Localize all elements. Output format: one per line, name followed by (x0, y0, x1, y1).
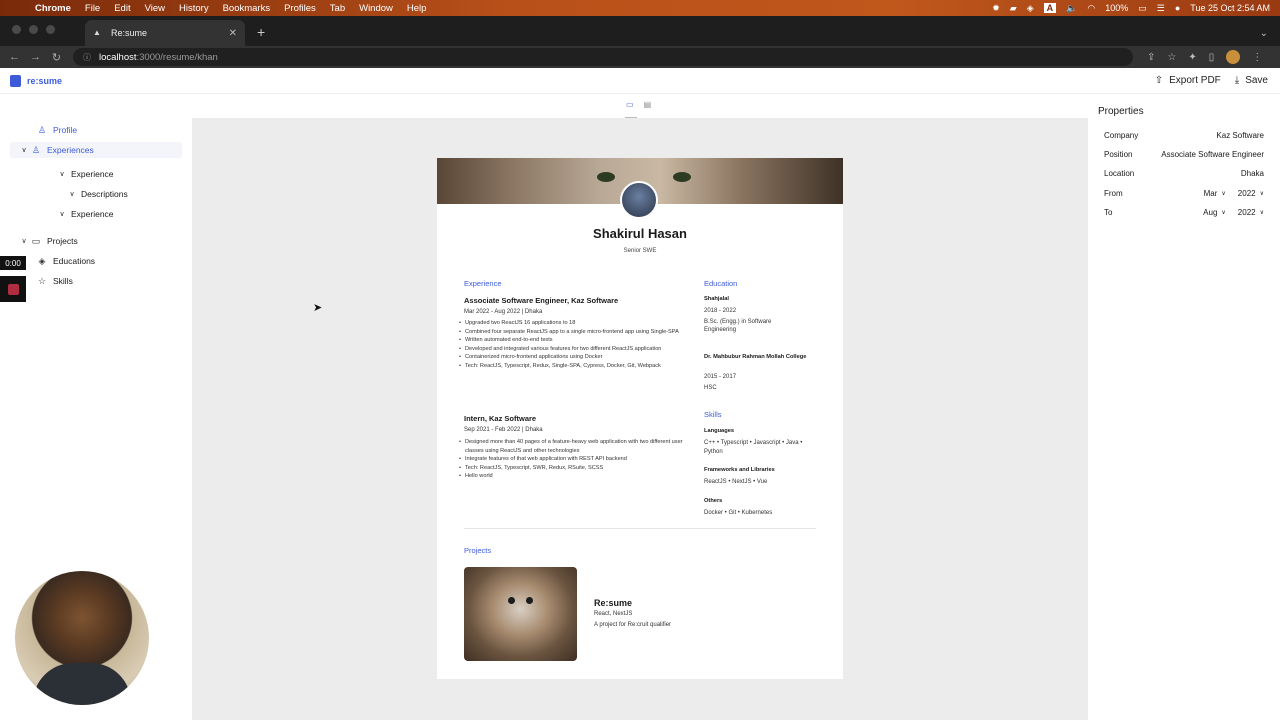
menu-window[interactable]: Window (359, 2, 393, 14)
image-detail (508, 597, 515, 604)
edu1-years[interactable]: 2018 - 2022 (704, 308, 737, 314)
exp2-bullets[interactable] (459, 438, 684, 481)
tree-label-projects: Projects (47, 236, 78, 246)
window-controls (12, 25, 55, 34)
zoom-window-button[interactable] (46, 25, 55, 34)
logo-text: re:sume (27, 75, 63, 86)
share-icon[interactable]: ⇪ (1147, 51, 1156, 63)
tree-label-skills: Skills (53, 276, 73, 286)
chevron-down-icon[interactable]: ∨ (69, 191, 75, 198)
menu-view[interactable]: View (144, 2, 166, 14)
menu-edit[interactable]: Edit (114, 2, 131, 14)
export-pdf-button[interactable] (1155, 75, 1221, 86)
app-logo[interactable] (10, 75, 62, 87)
menu-help[interactable]: Help (406, 2, 427, 14)
profile-avatar[interactable] (1226, 50, 1240, 64)
resume-role[interactable]: Senior SWE (623, 248, 657, 254)
save-icon: ⤓ (1234, 75, 1240, 86)
clock[interactable]: Tue 25 Oct 2:54 AM (1190, 3, 1270, 13)
browser-tab[interactable] (85, 20, 245, 46)
url-path: :3000/resume/khan (136, 51, 218, 63)
desktop-view-icon[interactable]: ▭ (626, 100, 634, 109)
tree-item-experiences[interactable] (18, 142, 94, 158)
new-tab-button[interactable]: + (257, 24, 266, 40)
app-header (0, 68, 1280, 94)
tab-search-chevron-icon[interactable]: ⌄ (1259, 28, 1268, 39)
position-input[interactable]: Associate Software Engineer (1161, 150, 1264, 159)
control-center-icon[interactable]: ☰ (1156, 2, 1165, 13)
exp1-title[interactable]: Associate Software Engineer, Kaz Software (464, 296, 619, 305)
project-name[interactable]: Re:sume (594, 598, 633, 608)
list-item: • Tech: ReactJS, Typescript, Redux, Single-SPA, Cypress, Docker, Git, Webpack (459, 362, 684, 371)
tree-label-descriptions: Descriptions (81, 189, 128, 199)
siri-icon[interactable]: ● (1174, 3, 1181, 13)
to-year-value: 2022 (1237, 208, 1256, 217)
list-item: • Designed more than 40 pages of a feature-heavy web application with two different user classes using ReactJS and other technologies (459, 438, 684, 455)
exp2-title[interactable]: Intern, Kaz Software (464, 414, 537, 423)
bookmark-star-icon[interactable]: ☆ (1167, 51, 1177, 63)
reload-icon[interactable]: ↻ (51, 51, 62, 64)
list-item: • Hello world (459, 472, 684, 481)
settings-gear-icon[interactable]: ✹ (992, 2, 1000, 13)
webcam-detail (33, 663, 131, 705)
tree-item-projects[interactable] (18, 233, 78, 249)
site-info-icon[interactable]: ⓘ (83, 52, 91, 62)
menu-bookmarks[interactable]: Bookmarks (222, 2, 271, 14)
battery-icon[interactable]: ▭ (1138, 2, 1147, 13)
tree-label-educations: Educations (53, 256, 96, 266)
user-icon: ♙ (31, 144, 41, 155)
company-label: Company (1104, 131, 1139, 140)
view-toggle (626, 100, 651, 109)
profile-photo[interactable] (620, 181, 658, 219)
tree-item-educations[interactable] (36, 253, 95, 269)
tree-item-skills[interactable] (36, 273, 73, 289)
tree-item-profile[interactable] (36, 122, 77, 138)
address-bar[interactable] (73, 48, 1133, 66)
exp2-meta[interactable]: Sep 2021 - Feb 2022 | Dhaka (464, 427, 543, 433)
upload-icon: ⇧ (1154, 75, 1164, 86)
tree-label-profile: Profile (53, 125, 78, 135)
wifi-icon[interactable]: ◠ (1087, 2, 1096, 13)
save-button[interactable] (1235, 75, 1268, 86)
projects-heading[interactable]: Projects (464, 546, 492, 555)
resume-name[interactable]: Shakirul Hasan (593, 226, 687, 241)
to-month-select[interactable] (1203, 208, 1226, 217)
location-row (1104, 169, 1264, 178)
properties-panel (1088, 94, 1280, 720)
company-row (1104, 131, 1264, 140)
skill-group-items[interactable]: ReactJS • NextJS • Vue (704, 479, 768, 485)
position-row (1104, 150, 1264, 159)
company-input[interactable]: Kaz Software (1216, 131, 1264, 140)
menu-tab[interactable]: Tab (329, 2, 346, 14)
edu2-school[interactable]: Dr. Mahbubur Rahman Mollah College (704, 354, 807, 360)
document-view-icon[interactable]: ▤ (643, 100, 652, 109)
input-source-badge[interactable]: A (1044, 3, 1057, 13)
chrome-menu-icon[interactable]: ⋮ (1252, 51, 1263, 63)
skill-group-items[interactable]: Docker • Git • Kubernetes (704, 510, 773, 516)
from-label: From (1104, 189, 1123, 198)
position-label: Position (1104, 150, 1133, 159)
user-icon: ♙ (37, 124, 47, 135)
list-item: • Written automated end-to-end tests (459, 336, 684, 345)
from-year-select[interactable] (1238, 189, 1264, 198)
tab-title: Re:sume (111, 28, 148, 38)
forward-icon[interactable]: → (30, 51, 41, 63)
location-label: Location (1104, 169, 1135, 178)
skill-group-items[interactable]: C++ • Typescript • Javascript • Java • Python (704, 440, 803, 455)
docker-icon[interactable]: ▰ (1009, 2, 1017, 13)
resume-page (437, 158, 843, 679)
chevron-down-icon: ∨ (1221, 191, 1226, 197)
monitor-icon: ▭ (31, 235, 41, 246)
from-month-select[interactable] (1204, 189, 1226, 198)
to-selects (1203, 208, 1264, 217)
menu-file[interactable]: File (84, 2, 101, 14)
list-item: • Integrate features of that web application with REST API backend (459, 455, 684, 464)
close-window-button[interactable] (12, 25, 21, 34)
from-selects (1204, 189, 1264, 198)
exp1-meta[interactable]: Mar 2022 - Aug 2022 | Dhaka (464, 309, 543, 315)
from-row (1104, 189, 1264, 198)
star-icon: ☆ (37, 275, 47, 286)
list-item: • Tech: ReactJS, Typescript, SWR, Redux, RSuite, SCSS (459, 464, 684, 473)
close-tab-icon[interactable]: ✕ (228, 27, 237, 39)
stop-icon (8, 284, 19, 295)
browser-tabstrip (0, 16, 1280, 46)
tree-label-experience-1: Experience (71, 169, 114, 179)
url-host: localhost (99, 51, 137, 63)
from-month-value: Mar (1203, 189, 1218, 198)
section-divider (464, 528, 816, 529)
back-icon[interactable]: ← (9, 51, 20, 63)
skill-group-label[interactable]: Languages (704, 428, 735, 434)
edu2-degree[interactable]: HSC (704, 385, 717, 391)
side-panel-icon[interactable]: ▯ (1208, 51, 1215, 63)
skills-heading[interactable]: Skills (704, 410, 722, 419)
menu-history[interactable]: History (179, 2, 209, 14)
properties-title: Properties (1098, 106, 1144, 117)
chevron-down-icon[interactable]: ∨ (59, 211, 65, 218)
menu-profiles[interactable]: Profiles (284, 2, 316, 14)
to-label: To (1104, 208, 1113, 217)
chevron-down-icon[interactable]: ∨ (21, 238, 27, 245)
volume-icon[interactable]: 🔈 (1066, 2, 1078, 13)
extensions-icon[interactable]: ✦ (1188, 51, 1197, 63)
mouse-cursor-icon: ➤ (313, 302, 323, 314)
tree-item-descriptions[interactable] (66, 186, 128, 202)
edu1-degree[interactable]: B.Sc. (Engg.) in Software Engineering (704, 319, 772, 333)
location-input[interactable]: Dhaka (1240, 169, 1264, 178)
experience-heading[interactable]: Experience (464, 279, 502, 288)
stop-recording-button[interactable] (0, 276, 26, 302)
export-pdf-label: Export PDF (1169, 75, 1221, 86)
list-item: • Upgraded two ReactJS 16 applications to 18 (459, 319, 684, 328)
project-tech[interactable]: React, NextJS (594, 611, 633, 617)
tree-item-experience-1[interactable] (56, 166, 114, 182)
to-year-select[interactable] (1238, 208, 1264, 217)
chevron-down-icon: ∨ (1221, 210, 1226, 216)
edu1-school[interactable]: Shahjalal (704, 296, 729, 302)
battery-percent: 100% (1105, 3, 1129, 13)
chevron-down-icon: ∨ (1259, 191, 1264, 197)
graduation-cap-icon: ◈ (38, 255, 46, 266)
edu2-years[interactable]: 2015 - 2017 (704, 374, 737, 380)
image-detail (526, 597, 533, 604)
skill-group-label[interactable]: Frameworks and Libraries (704, 467, 775, 473)
tree-label-experience-2: Experience (71, 209, 114, 219)
minimize-window-button[interactable] (29, 25, 38, 34)
list-item: • Containerized micro-frontend applications using Docker (459, 353, 684, 362)
recording-timer: 0:00 (0, 256, 26, 270)
layers-icon[interactable]: ◈ (1026, 2, 1034, 13)
tree-label-experiences: Experiences (47, 145, 94, 155)
list-item: • Developed and integrated various features for two different ReactJS application (459, 345, 684, 354)
tab-favicon-icon: ▲ (93, 28, 101, 37)
from-year-value: 2022 (1237, 189, 1256, 198)
list-item: • Combined four separate ReactJS app to a single micro-frontend app using Single-SPA (459, 328, 684, 337)
menu-app[interactable]: Chrome (35, 2, 71, 14)
chevron-down-icon: ∨ (1259, 210, 1264, 216)
webcam-overlay (15, 571, 149, 705)
cover-detail (673, 172, 691, 182)
save-label: Save (1245, 75, 1268, 86)
logo-document-icon (10, 75, 21, 87)
skill-group-label[interactable]: Others (704, 498, 723, 504)
chevron-down-icon[interactable]: ∨ (59, 171, 65, 178)
to-row (1104, 208, 1264, 217)
cover-detail (597, 172, 615, 182)
tree-item-experience-2[interactable] (56, 206, 114, 222)
preview-canvas (192, 118, 1088, 720)
to-month-value: Aug (1203, 208, 1218, 217)
project-description[interactable]: A project for Re:cruit qualifier (594, 622, 672, 628)
browser-toolbar (0, 46, 1280, 68)
project-image[interactable] (464, 567, 577, 661)
chevron-down-icon[interactable]: ∨ (21, 147, 27, 154)
exp1-bullets[interactable] (459, 319, 684, 371)
macos-menubar (0, 0, 1280, 16)
education-heading[interactable]: Education (704, 279, 738, 288)
